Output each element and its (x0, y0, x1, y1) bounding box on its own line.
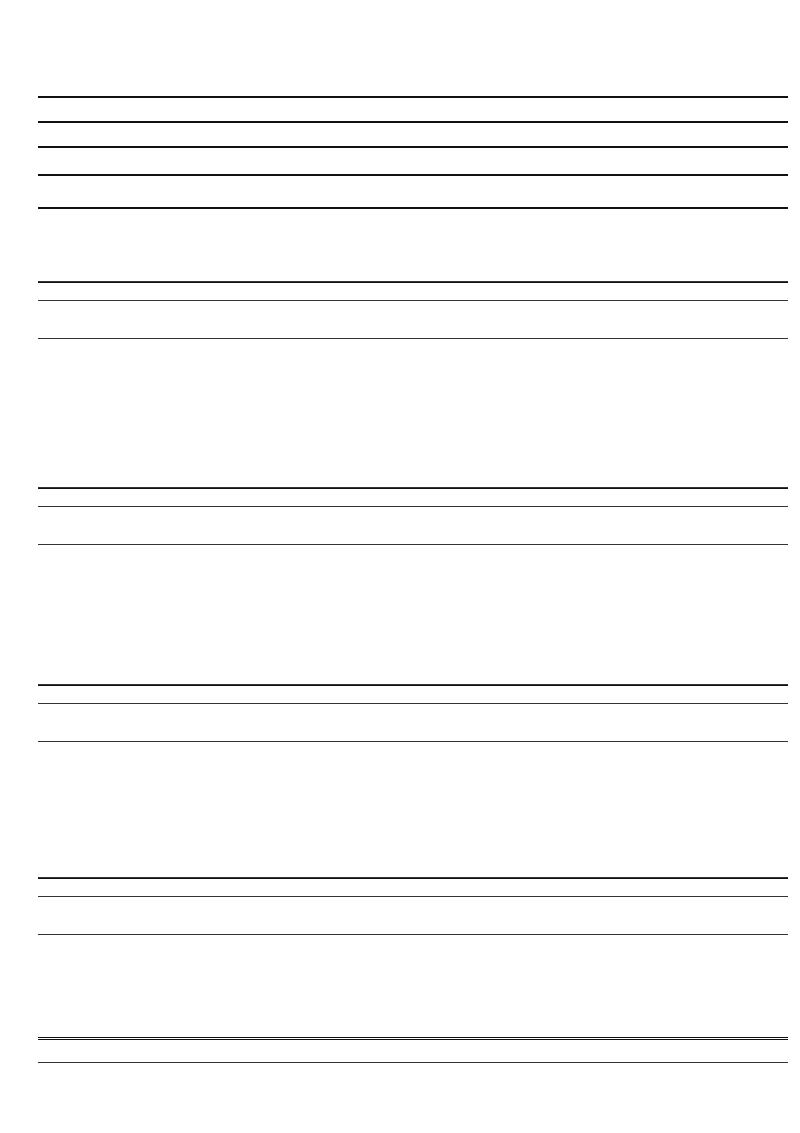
divider (38, 896, 788, 897)
divider (38, 207, 788, 209)
divider (38, 544, 788, 545)
divider (38, 934, 788, 935)
divider (38, 338, 788, 339)
divider (38, 1037, 788, 1040)
divider (38, 741, 788, 742)
divider (38, 146, 788, 148)
divider (38, 684, 788, 685)
divider (38, 877, 788, 878)
divider (38, 487, 788, 488)
divider (38, 174, 788, 176)
divider (38, 506, 788, 507)
divider (38, 1062, 788, 1063)
divider (38, 121, 788, 123)
divider (38, 300, 788, 301)
divider (38, 703, 788, 704)
divider (38, 281, 788, 282)
divider (38, 96, 788, 98)
